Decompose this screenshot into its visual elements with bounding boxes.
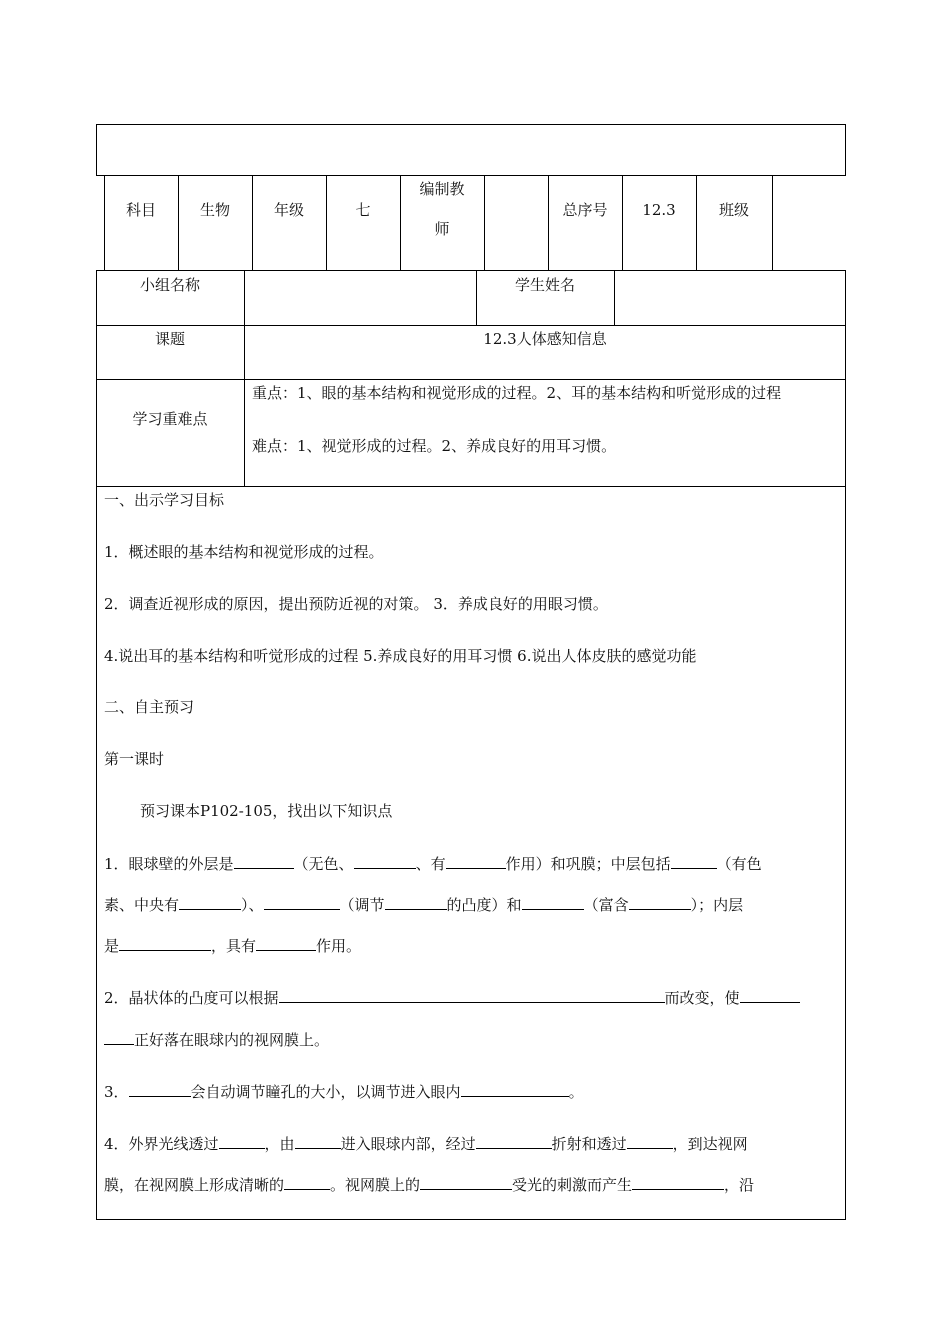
blank-field[interactable] [279,987,665,1003]
topic-value: 12.3人体感知信息 [483,330,607,348]
teacher-label-line1: 编制教 [419,180,465,198]
blank-field[interactable] [446,853,506,869]
blank-field[interactable] [740,987,800,1003]
blank-field[interactable] [476,1133,552,1149]
grade-value: 七 [355,201,371,219]
preview-instruction: 预习课本P102-105，找出以下知识点 [140,802,393,820]
difficulty-label: 学习重难点 [132,410,208,428]
grid-line [484,176,485,271]
blank-field[interactable] [632,1174,724,1190]
blank-field[interactable] [461,1081,569,1097]
blank-field[interactable] [284,1174,330,1190]
blank-field[interactable] [119,935,211,951]
grid-line [548,176,549,271]
difficult-point: 难点：1、视觉形成的过程。2、养成良好的用耳习惯。 [252,437,617,455]
grade-label: 年级 [273,201,304,219]
student-label: 学生姓名 [514,276,575,294]
blank-field[interactable] [522,894,584,910]
question-4-line2: 膜，在视网膜上形成清晰的 。视网膜上的 受光的刺激而产生 ，沿 [104,1176,755,1194]
grid-line [696,176,697,271]
grid-line [104,176,105,271]
blank-field[interactable] [385,894,447,910]
blank-field[interactable] [256,935,316,951]
blank-field[interactable] [129,1081,191,1097]
grid-line [772,176,773,271]
question-1-line1: 1．眼球壁的外层是 （无色、 、有 作用）和巩膜；中层包括 （有色 [104,855,762,873]
blank-field[interactable] [295,1133,341,1149]
question-1-line3: 是 ，具有 作用。 [104,937,362,955]
grid-line [96,325,846,326]
question-2-line1: 2．晶状体的凸度可以根据 而改变，使 [104,987,838,1008]
question-1-line2: 素、中央有 ）、 （调节 的凸度）和 （富含 ）；内层 [104,896,744,914]
blank-field[interactable] [420,1174,512,1190]
serial-value: 12.3 [642,201,676,219]
subject-value: 生物 [199,201,230,219]
goal-3: 4.说出耳的基本结构和听觉形成的过程 5.养成良好的用耳习惯 6.说出人体皮肤的感觉功能 [104,647,697,665]
section2-title: 二、自主预习 [104,698,195,716]
grid-line [244,270,245,486]
lesson-title: 第一课时 [104,750,165,768]
goal-1: 1．概述眼的基本结构和视觉形成的过程。 [104,543,384,561]
blank-field[interactable] [354,853,416,869]
topic-label: 课题 [154,330,185,348]
blank-field[interactable] [629,894,691,910]
question-2-line2: 正好落在眼球内的视网膜上。 [104,1029,838,1050]
title-box [96,124,846,176]
goal-2: 2．调查近视形成的原因，提出预防近视的对策。 3．养成良好的用眼习惯。 [104,595,608,613]
grid-line [178,176,179,271]
grid-line [252,176,253,271]
grid-line [614,270,615,325]
blank-field[interactable] [671,853,717,869]
grid-line [622,176,623,271]
serial-label: 总序号 [562,201,608,219]
key-point: 重点：1、眼的基本结构和视觉形成的过程。2、耳的基本结构和听觉形成的过程 [252,384,782,402]
grid-line [96,486,846,487]
subject-label: 科目 [125,201,156,219]
section1-title: 一、出示学习目标 [104,491,225,509]
blank-field[interactable] [179,894,241,910]
class-label: 班级 [718,201,749,219]
grid-line [96,379,846,380]
question-4-line1: 4．外界光线透过 ，由 进入眼球内部，经过 折射和透过 ，到达视网 [104,1135,748,1153]
question-3: 3． 会自动调节瞳孔的大小，以调节进入眼内 。 [104,1083,584,1101]
blank-field[interactable] [627,1133,673,1149]
blank-field[interactable] [219,1133,265,1149]
group-label: 小组名称 [139,276,200,294]
blank-field[interactable] [234,853,294,869]
grid-line [326,176,327,271]
blank-field[interactable] [264,894,340,910]
blank-field[interactable] [104,1029,134,1045]
teacher-label-line2: 师 [434,220,450,238]
